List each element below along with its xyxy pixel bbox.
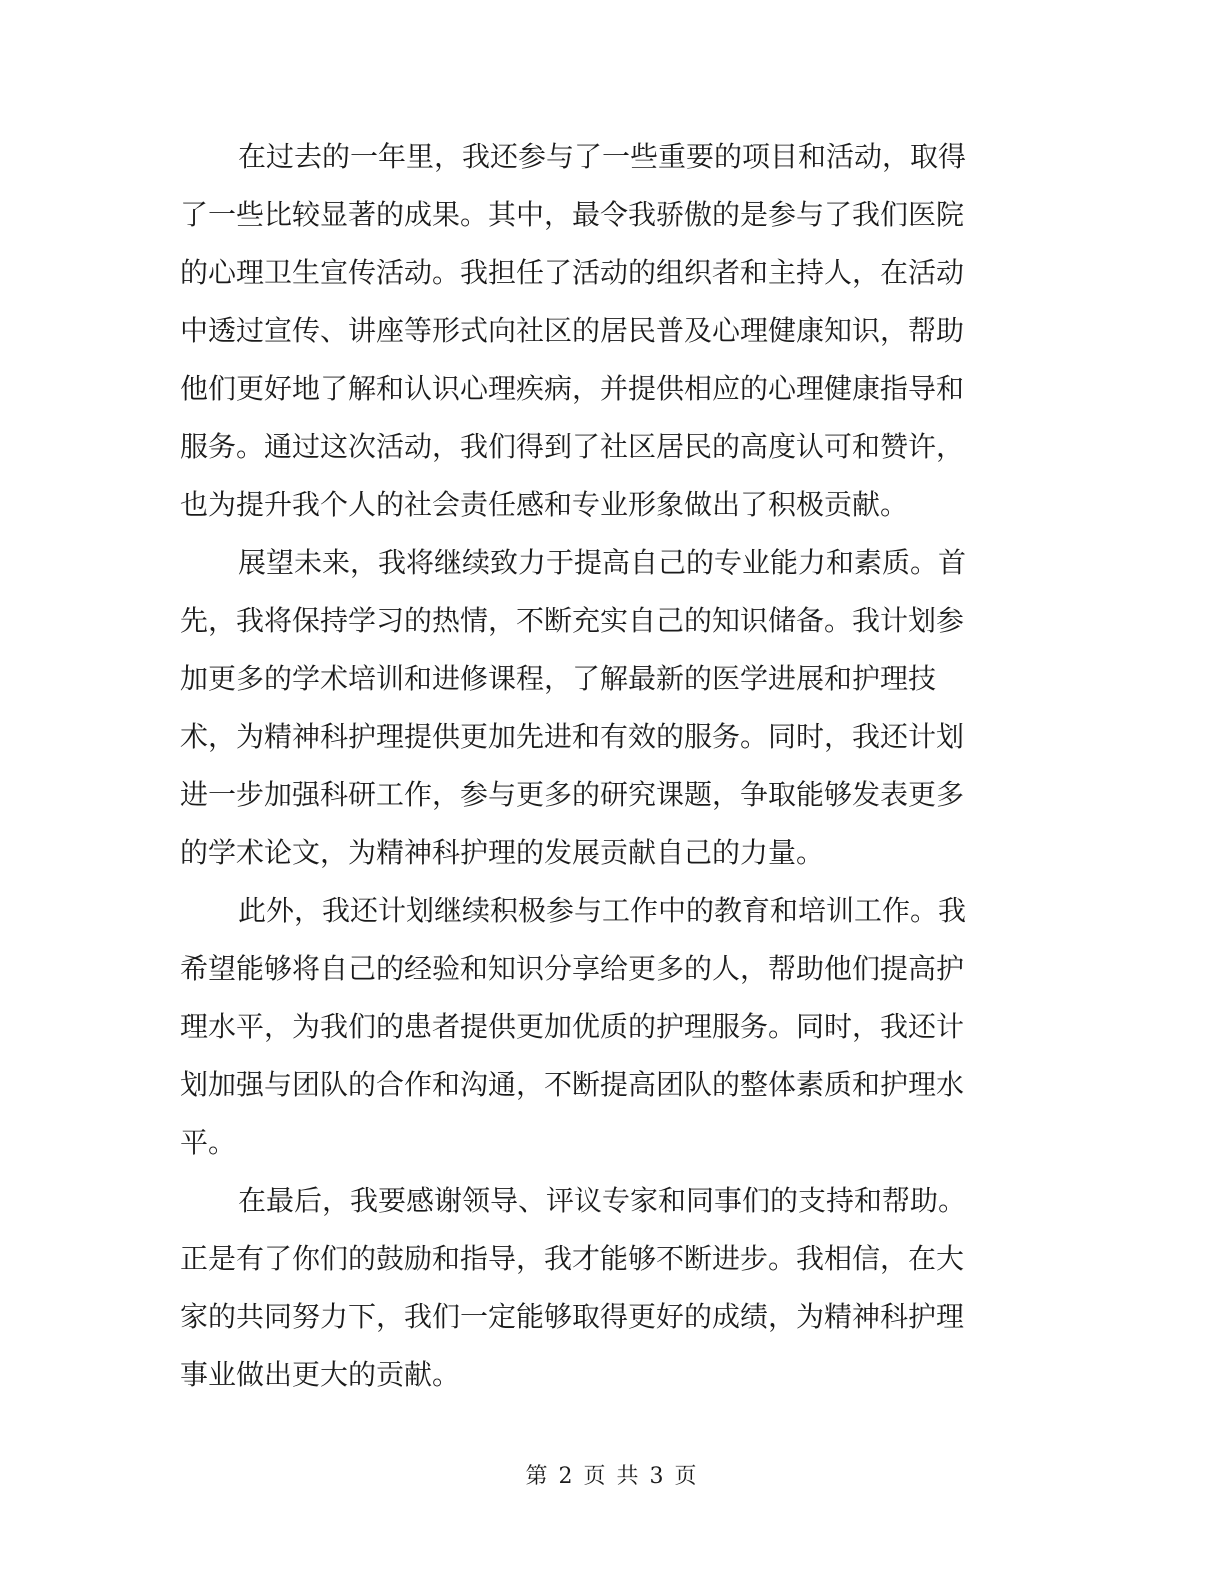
text-line: 中透过宣传、讲座等形式向社区的居民普及心理健康知识，帮助 xyxy=(180,314,965,347)
paragraph-acknowledgements xyxy=(180,1172,1012,1404)
text-line: 术，为精神科护理提供更加先进和有效的服务。同时，我还计划 xyxy=(180,720,965,753)
text-line: 加更多的学术培训和进修课程，了解最新的医学进展和护理技 xyxy=(180,662,937,695)
paragraph-project-achievements xyxy=(180,128,1012,534)
text-line: 事业做出更大的贡献。 xyxy=(180,1358,461,1391)
text-line: 的心理卫生宣传活动。我担任了活动的组织者和主持人，在活动 xyxy=(180,256,965,289)
text-line: 进一步加强科研工作，参与更多的研究课题，争取能够发表更多 xyxy=(180,778,965,811)
text-line: 服务。通过这次活动，我们得到了社区居民的高度认可和赞许， xyxy=(180,430,965,463)
paragraph-training-plans xyxy=(180,882,1012,1172)
text-line: 了一些比较显著的成果。其中，最令我骄傲的是参与了我们医院 xyxy=(180,198,965,231)
text-line: 此外，我还计划继续积极参与工作中的教育和培训工作。我 xyxy=(238,894,967,927)
paragraph-future-outlook xyxy=(180,534,1012,882)
text-line: 在过去的一年里，我还参与了一些重要的项目和活动，取得 xyxy=(238,140,967,173)
text-line: 在最后，我要感谢领导、评议专家和同事们的支持和帮助。 xyxy=(238,1184,967,1217)
text-line: 展望未来，我将继续致力于提高自己的专业能力和素质。首 xyxy=(238,546,967,579)
text-line: 正是有了你们的鼓励和指导，我才能够不断进步。我相信，在大 xyxy=(180,1242,965,1275)
text-line: 希望能够将自己的经验和知识分享给更多的人，帮助他们提高护 xyxy=(180,952,965,985)
text-line: 平。 xyxy=(180,1126,237,1159)
text-line: 先，我将保持学习的热情，不断充实自己的知识储备。我计划参 xyxy=(180,604,965,637)
page-number-footer: 第 2 页 共 3 页 xyxy=(525,1464,699,1489)
text-line: 划加强与团队的合作和沟通，不断提高团队的整体素质和护理水 xyxy=(180,1068,965,1101)
document-body xyxy=(180,128,1012,1404)
text-line: 他们更好地了解和认识心理疾病，并提供相应的心理健康指导和 xyxy=(180,372,965,405)
text-line: 也为提升我个人的社会责任感和专业形象做出了积极贡献。 xyxy=(180,488,909,521)
text-line: 的学术论文，为精神科护理的发展贡献自己的力量。 xyxy=(180,836,825,869)
text-line: 家的共同努力下，我们一定能够取得更好的成绩，为精神科护理 xyxy=(180,1300,965,1333)
text-line: 理水平，为我们的患者提供更加优质的护理服务。同时，我还计 xyxy=(180,1010,965,1043)
